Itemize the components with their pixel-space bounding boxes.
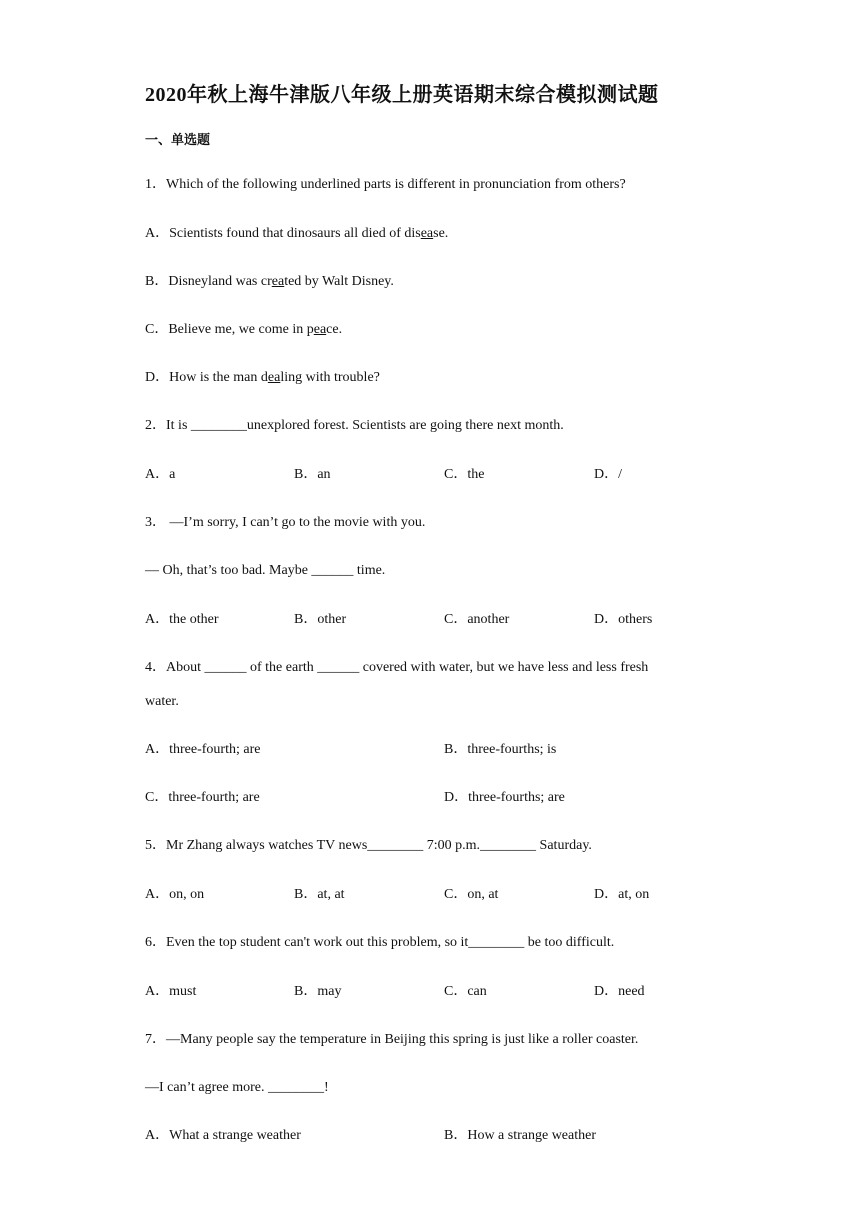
question-4-stem-2: water. [145, 694, 179, 709]
underlined-part: ea [271, 274, 285, 289]
option-text: B．Disneyland was cr [145, 274, 272, 289]
question-7-stem-2: —I can’t agree more. ________! [145, 1080, 329, 1095]
question-4-option-b: B．three-fourths; is [444, 742, 557, 757]
question-3-option-d: D．others [594, 612, 653, 627]
question-5-option-a: A．on, on [145, 887, 205, 902]
question-6-option-a: A．must [145, 984, 197, 999]
section-heading: 一、单选题 [145, 133, 211, 148]
question-5-option-b: B．at, at [294, 887, 345, 902]
question-5-stem: 5．Mr Zhang always watches TV news________ 7:00 p.m.________ Saturday. [145, 838, 592, 853]
question-2-option-b: B．an [294, 467, 331, 482]
question-3-option-c: C．another [444, 612, 510, 627]
question-3-stem-2: — Oh, that’s too bad. Maybe ______ time. [145, 563, 386, 578]
question-4-stem: 4．About ______ of the earth ______ covered with water, but we have less and less fresh [145, 660, 649, 675]
question-6-stem: 6．Even the top student can't work out this problem, so it________ be too difficult. [145, 935, 615, 950]
question-5-option-c: C．on, at [444, 887, 499, 902]
option-text: ling with trouble? [280, 370, 380, 385]
question-1-option-c [145, 321, 342, 339]
question-3-option-b: B．other [294, 612, 347, 627]
question-4-option-d: D．three-fourths; are [444, 790, 565, 805]
question-7-option-a: A．What a strange weather [145, 1128, 301, 1143]
question-7-stem: 7．—Many people say the temperature in Beijing this spring is just like a roller coaster. [145, 1032, 639, 1047]
question-3-option-a: A．the other [145, 612, 219, 627]
question-6-option-b: B．may [294, 984, 342, 999]
question-2-option-c: C．the [444, 467, 485, 482]
underlined-part: ea [313, 322, 327, 337]
question-1-option-a [145, 225, 448, 243]
question-2-option-a: A．a [145, 467, 176, 482]
question-4-option-a: A．three-fourth; are [145, 742, 261, 757]
question-6-option-c: C．can [444, 984, 487, 999]
option-text: C．Believe me, we come in p [145, 322, 314, 337]
option-text: ce. [326, 322, 343, 337]
question-7-option-b: B．How a strange weather [444, 1128, 597, 1143]
question-6-option-d: D．need [594, 984, 645, 999]
question-1-option-b [145, 273, 394, 291]
question-4-option-c: C．three-fourth; are [145, 790, 260, 805]
option-text: se. [433, 226, 449, 241]
question-2-stem: 2．It is ________unexplored forest. Scientists are going there next month. [145, 418, 564, 433]
option-text: ted by Walt Disney. [284, 274, 394, 289]
underlined-part: ea [420, 226, 434, 241]
question-3-stem: 3． —I’m sorry, I can’t go to the movie with you. [145, 515, 426, 530]
option-text: A．Scientists found that dinosaurs all died of dis [145, 226, 421, 241]
option-text: D．How is the man d [145, 370, 268, 385]
underlined-part: ea [267, 370, 281, 385]
question-1-stem: 1．Which of the following underlined parts is different in pronunciation from others? [145, 177, 626, 192]
question-5-option-d: D．at, on [594, 887, 650, 902]
question-1-option-d [145, 369, 380, 387]
question-2-option-d: D．/ [594, 467, 622, 482]
page-title: 2020年秋上海牛津版八年级上册英语期末综合模拟测试题 [145, 84, 659, 106]
